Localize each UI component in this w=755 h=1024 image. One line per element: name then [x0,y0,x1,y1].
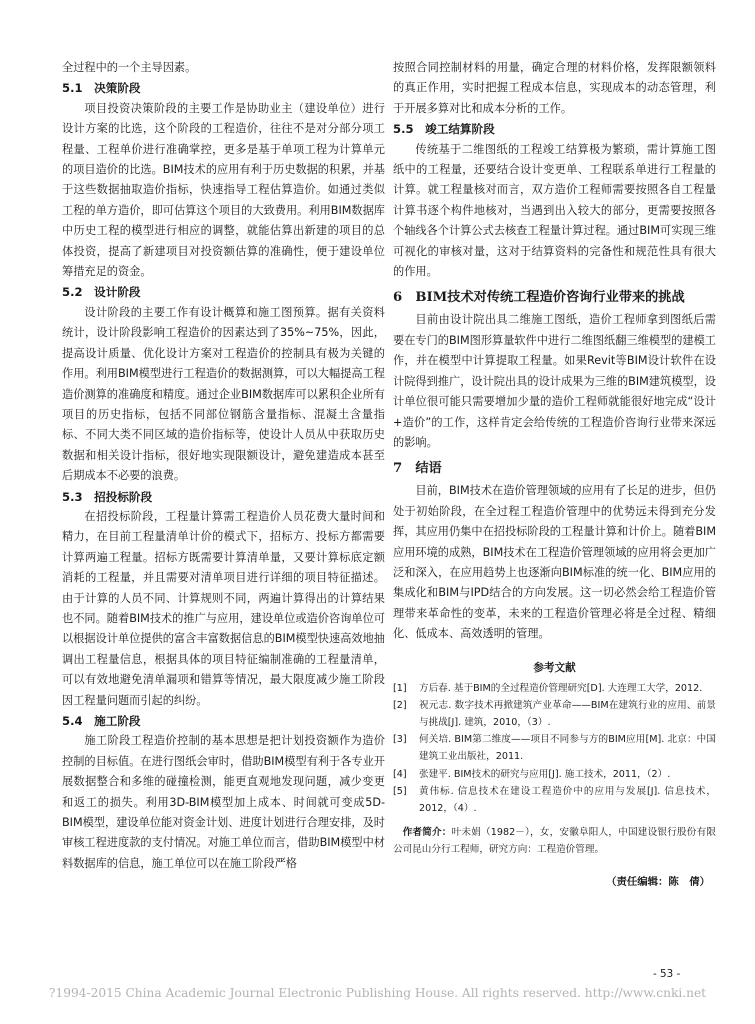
references-title: 参考文献 [533,661,576,674]
right-column [393,58,716,888]
reference-item [393,698,716,731]
reference-number: [4] [393,768,407,780]
body-paragraph: 在招投标阶段，工程量计算需工程造价人员花费大量时间和精力，在目前工程量清单计价的模式下，招标方、投标方都需要计算两遍工程量。招标方既需要计算清单量，又要计算标底定额消耗的工程量，并且需要对清单项目进行详细的项目特征描述。由于计算的人员不同、计算规则不同，两遍计算得出的计算结果也不同。随着BIM技术的推广与应用，建设单位或造价咨询单位可以根据设计单位提供的富含丰富数据信息的BIM模型快速高效地抽调出工程量信息，根据具体的项目特征编制准确的工程量清单，可以有效地避免清单漏项和错算等情况，最大限度减少施工阶段因工程量问题而引起的纠纷。 [62,509,385,707]
section-heading: 7 结语 [393,461,442,477]
copyright-footer: ?1994-2015 China Academic Journal Electronic Publishing House. All rights reserved. http://www.cnki.net [48,986,707,1000]
reference-number: [1] [393,682,407,694]
body-paragraph: 按照合同控制材料的用量，确定合理的材料价格，发挥限额领料的真正作用，实时把握工程成本信息，实现成本的动态管理，利于开展多算对比和成本分析的工作。 [393,61,716,115]
reference-text: 张建平. BIM技术的研究与应用[J]. 施工技术，2011，（2）. [419,768,671,780]
page-number: - 53 - [653,968,681,980]
left-column [62,58,385,874]
reference-text: 祝元志. 数字技术再掀建筑产业革命——BIM在建筑行业的应用、前景与挑战[J]. 建筑，2010，（3）. [419,700,716,728]
reference-text: 何关培. BIM第二维度——项目不同参与方的BIM应用[M]. 北京：中国建筑工业出版社，2011. [419,734,716,762]
body-paragraph: 设计阶段的主要工作有设计概算和施工图预算。据有关资料统计，设计阶段影响工程造价的因素达到了35%~75%，因此，提高设计质量、优化设计方案对工程造价的控制具有极为关键的作用。利用BIM模型进行工程造价的数据测算，可以大幅提高工程造价测算的准确度和精度。通过企业BIM数据库可以累积企业所有项目的历史指标，包括不同部位钢筋含量指标、混凝土含量指标、不同大类不同区域的造价指标等，使设计人员从中获取历史数据和相关设计指标，很好地实现限额设计，避免建造成本甚至后期成本不必要的浪费。 [62,305,385,483]
reference-number: [5] [393,786,407,798]
right-column-body [393,58,716,645]
responsible-editor: （责任编辑：陈 倩） [606,875,710,888]
references-list [393,681,716,818]
reference-number: [2] [393,700,407,712]
author-note-label: 作者简介： [402,827,452,839]
body-paragraph: 目前，BIM技术在造价管理领域的应用有了长足的进步，但仍处于初始阶段，在全过程工程造价管理中的优势远未得到充分发挥，其应用仍集中在招投标阶段的工程量计算和计价上。随着BIM应用环境的成熟，BIM技术在工程造价管理领域的应用将会更加广泛和深入，在应用趋势上也逐渐向BIM标准的统一化、BIM应用的集成化和BIM与IPD结合的方向发展。这一切必然会给工程造价管理带来革命性的变革，未来的工程造价管理必将是全过程、精细化、低成本、高效透明的管理。 [393,484,716,641]
author-note [393,825,716,858]
body-paragraph: 目前由设计院出具二维施工图纸，造价工程师拿到图纸后需要在专门的BIM图形算量软件中进行二维图纸翻三维模型的建模工作，并在模型中计算提取工程量。如果Revit等BIM设计软件在设计院得到推广，设计院出具的设计成果为三维的BIM建筑模型，设计单位很可能只需要增加少量的造价工程师就能很好地完成“设计+造价”的工作，这样肯定会给传统的工程造价咨询行业带来深远的影响。 [393,313,716,449]
reference-item [393,784,716,817]
body-paragraph: 项目投资决策阶段的主要工作是协助业主（建设单位）进行设计方案的比选，这个阶段的工程造价，往往不是对分部分项工程量、工程单价进行准确掌控，更多是基于单项工程为计算单元的项目造价的比选。BIM技术的应用有利于历史数据的积累，并基于这些数据抽取造价指标，快速指导工程估算造价。如通过类似工程的单方造价，即可估算这个项目的大致费用。利用BIM数据库中历史工程的模型进行相应的调整，就能估算出新建的项目的总体投资，提高了新建项目对投资额估算的准确性，便于建设单位筹措充足的资金。 [62,101,385,279]
reference-text: 方后春. 基于BIM的全过程造价管理研究[D]. 大连理工大学，2012. [419,682,703,694]
subsection-heading: 5.5 竣工结算阶段 [393,122,495,137]
subsection-heading: 5.1 决策阶段 [62,81,141,96]
reference-item [393,767,716,784]
subsection-heading: 5.2 设计阶段 [62,285,141,300]
body-paragraph: 施工阶段工程造价控制的基本思想是把计划投资额作为造价控制的目标值。在进行图纸会审时，借助BIM模型有利于各专业开展数据整合和多维的碰撞检测，能更直观地发现问题，减少变更和返工的损失。利用3D-BIM模型加上成本、时间就可变成5D-BIM模型，建设单位能对资金计划、进度计划进行合理安排，及时审核工程进度款的支付情况。对施工单位而言，借助BIM模型中材料数据库的信息，施工单位可以在施工阶段严格 [62,734,385,870]
subsection-heading: 5.4 施工阶段 [62,714,141,728]
reference-item [393,681,716,698]
reference-number: [3] [393,734,407,746]
reference-item [393,732,716,765]
author-note-text: 叶未娟（1982－），女，安徽阜阳人，中国建设银行股份有限公司昆山分行工程师，研究方向：工程造价管理。 [393,827,716,855]
body-paragraph: 全过程中的一个主导因素。 [62,61,197,74]
subsection-heading: 5.3 招投标阶段 [62,489,153,504]
section-heading: 6 BIM技术对传统工程造价咨询行业带来的挑战 [393,290,685,306]
reference-text: 黄伟标. 信息技术在建设工程造价中的应用与发展[J]. 信息技术，2012，（4）. [419,786,716,814]
body-paragraph: 传统基于二维图纸的工程竣工结算极为繁琐，需计算施工图纸中的工程量，还要结合设计变更单、工程联系单进行工程量的计算。就工程量核对而言，双方造价工程师需要按照各自工程量计算书逐个构件地核对，当遇到出入较大的部分，更需要按照各个轴线各个计算公式去核查工程量计算过程。通过BIM可实现三维可视化的审核对量，这对于结算资料的完备性和规范性具有很大的作用。 [393,142,716,279]
